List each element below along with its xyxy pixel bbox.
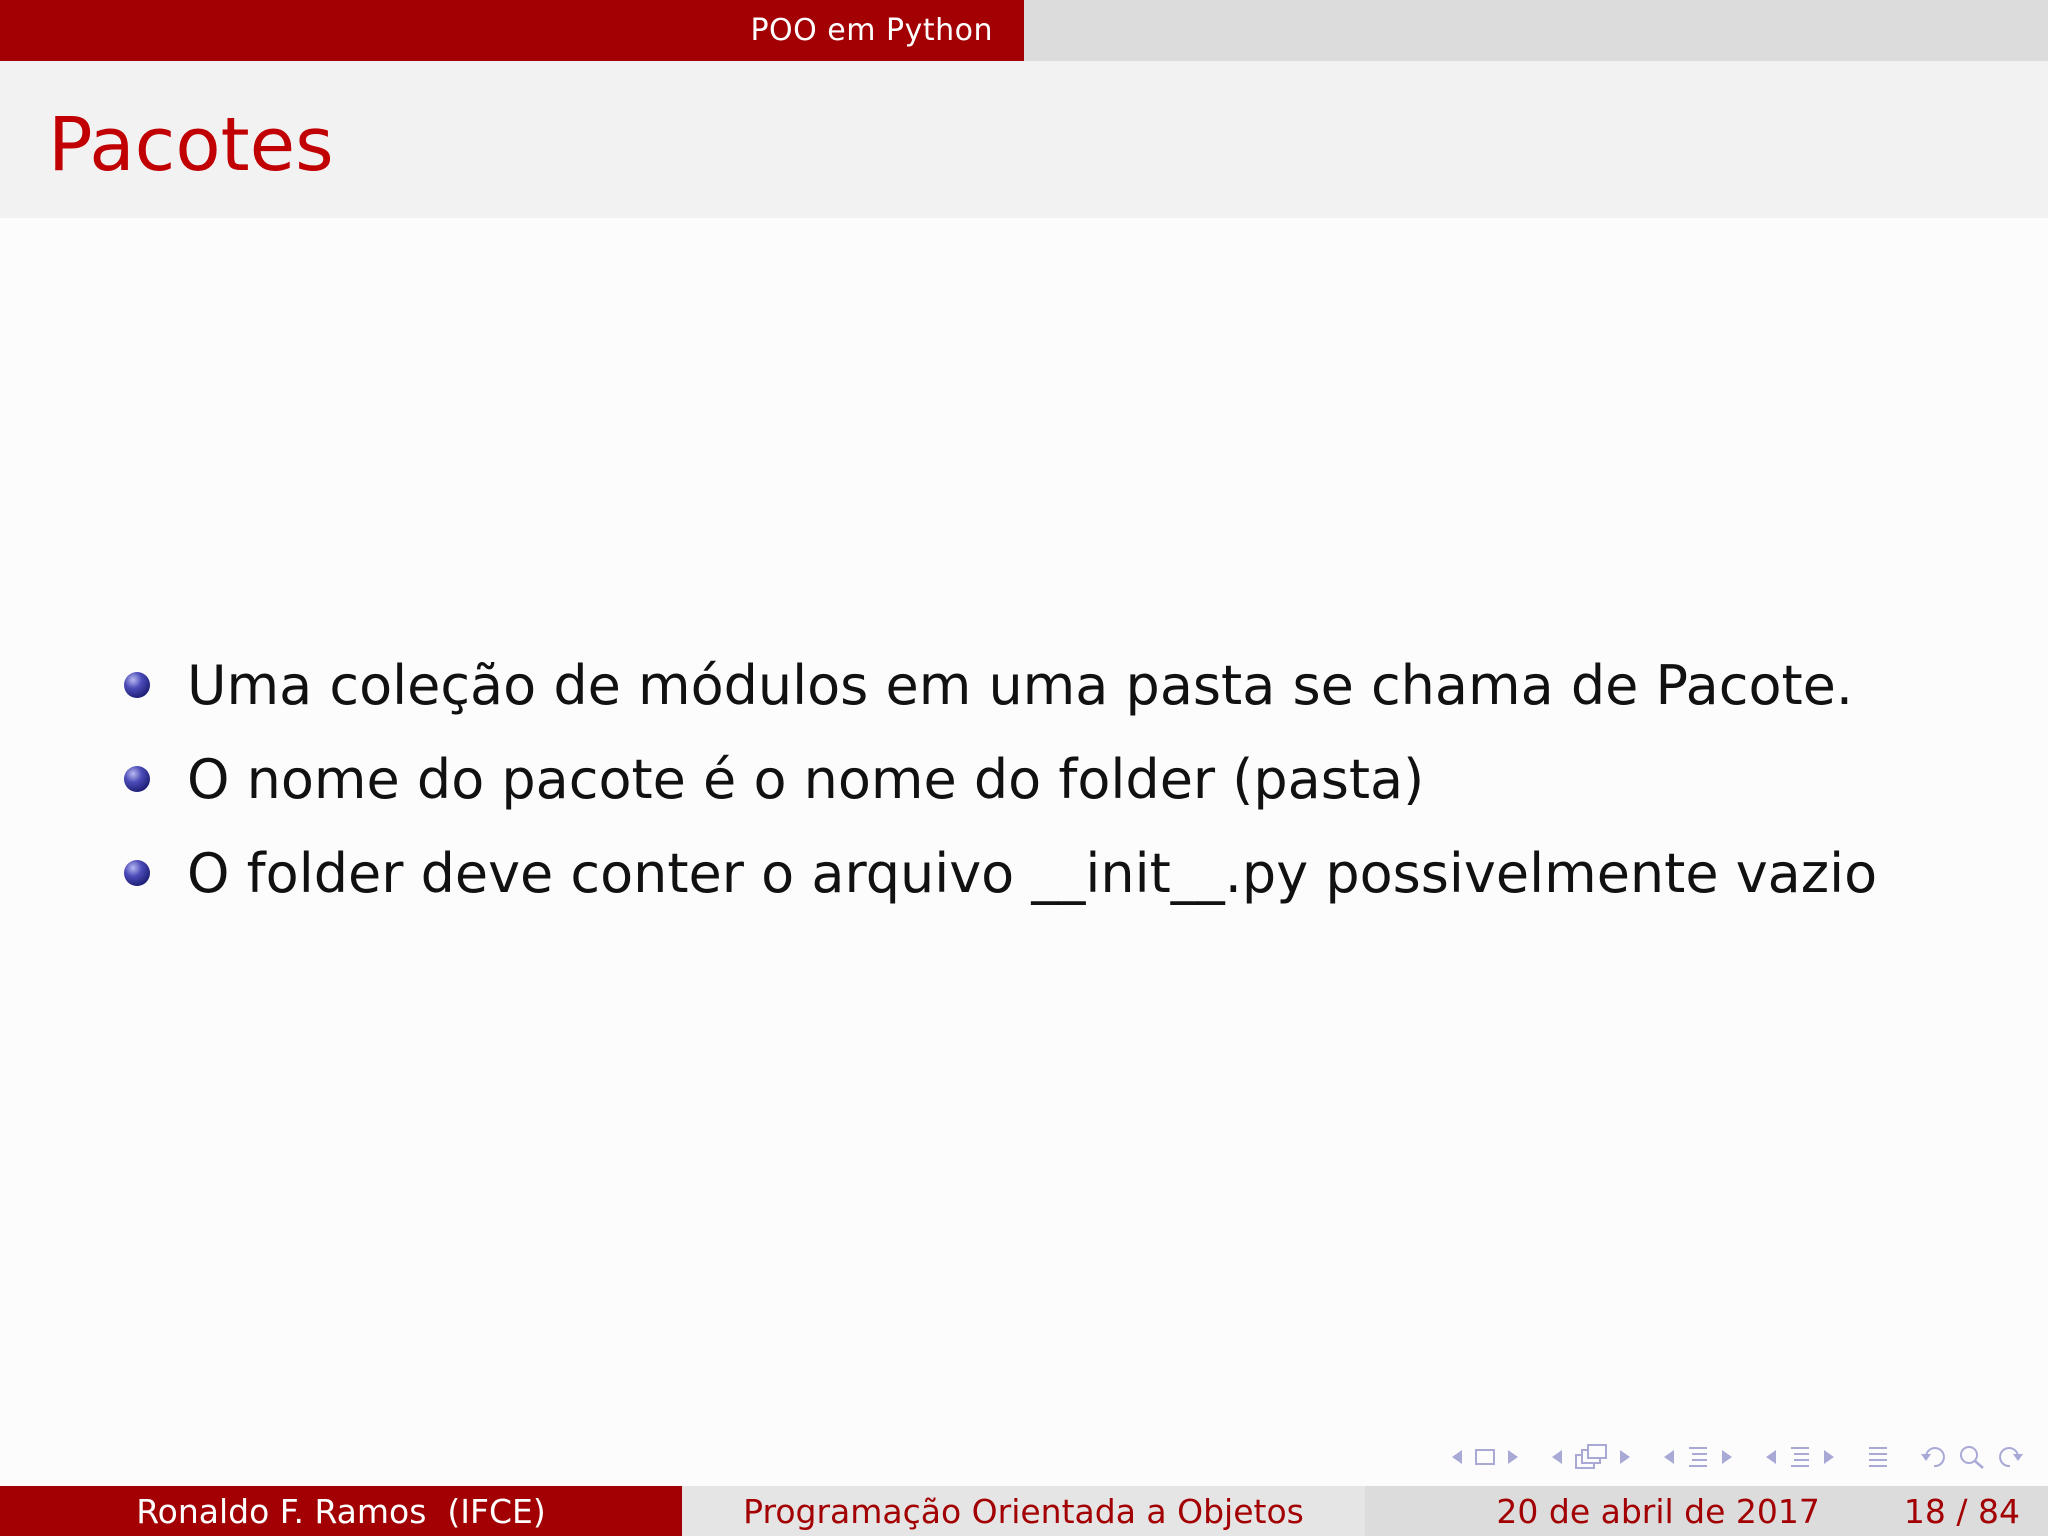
search-nav xyxy=(1920,1444,2024,1470)
footer-author-box xyxy=(0,1486,682,1536)
prev-arrow-icon[interactable] xyxy=(1450,1447,1464,1467)
section-title[interactable]: POO em Python xyxy=(750,13,993,48)
frame-title-bar xyxy=(0,61,2048,218)
next-arrow-icon[interactable] xyxy=(1822,1447,1836,1467)
frame-nav xyxy=(1450,1447,1520,1467)
bullet-text: O nome do pacote é o nome do folder (pasta) xyxy=(187,747,1425,811)
page-number: 18 / 84 xyxy=(1903,1491,2020,1531)
footer-title-box xyxy=(682,1486,1365,1536)
bullet-icon xyxy=(124,766,150,792)
navigation-symbols xyxy=(1450,1442,2024,1472)
toc-nav xyxy=(1866,1444,1890,1470)
next-arrow-icon[interactable] xyxy=(1618,1447,1632,1467)
list-item xyxy=(124,732,1877,826)
headline-bar xyxy=(0,0,2048,61)
bullet-text: O folder deve conter o arquivo __init__.py possivelmente vazio xyxy=(187,841,1878,905)
bullet-icon xyxy=(124,860,150,886)
toc-icon[interactable] xyxy=(1866,1444,1890,1470)
section-nav xyxy=(1662,1444,1734,1470)
footer-bar xyxy=(0,1486,2048,1536)
next-arrow-icon[interactable] xyxy=(1720,1447,1734,1467)
footer-author: Ronaldo F. Ramos (IFCE) xyxy=(136,1491,546,1531)
section-title-box xyxy=(0,0,1024,61)
list-item xyxy=(124,826,1877,920)
bullet-list xyxy=(124,638,1877,920)
next-arrow-icon[interactable] xyxy=(1506,1447,1520,1467)
document-nav xyxy=(1764,1444,1836,1470)
list-item xyxy=(124,638,1877,732)
page-title: Pacotes xyxy=(48,102,334,188)
redo-icon[interactable] xyxy=(1996,1444,2024,1470)
slide-content xyxy=(0,218,2048,1486)
section-icon[interactable] xyxy=(1686,1444,1710,1470)
bullet-text: Uma coleção de módulos em uma pasta se chama de Pacote. xyxy=(187,653,1854,717)
subsection-nav xyxy=(1550,1443,1632,1471)
frame-icon[interactable] xyxy=(1474,1447,1496,1467)
footer-date: 20 de abril de 2017 xyxy=(1496,1491,1820,1531)
subsection-title-box xyxy=(1024,0,2048,61)
prev-arrow-icon[interactable] xyxy=(1764,1447,1778,1467)
bullet-icon xyxy=(124,672,150,698)
search-icon[interactable] xyxy=(1958,1444,1986,1470)
prev-arrow-icon[interactable] xyxy=(1550,1447,1564,1467)
prev-arrow-icon[interactable] xyxy=(1662,1447,1676,1467)
subsection-icon[interactable] xyxy=(1574,1443,1608,1471)
section-icon[interactable] xyxy=(1788,1444,1812,1470)
footer-title: Programação Orientada a Objetos xyxy=(743,1491,1304,1531)
footer-date-box xyxy=(1365,1486,2048,1536)
undo-icon[interactable] xyxy=(1920,1444,1948,1470)
